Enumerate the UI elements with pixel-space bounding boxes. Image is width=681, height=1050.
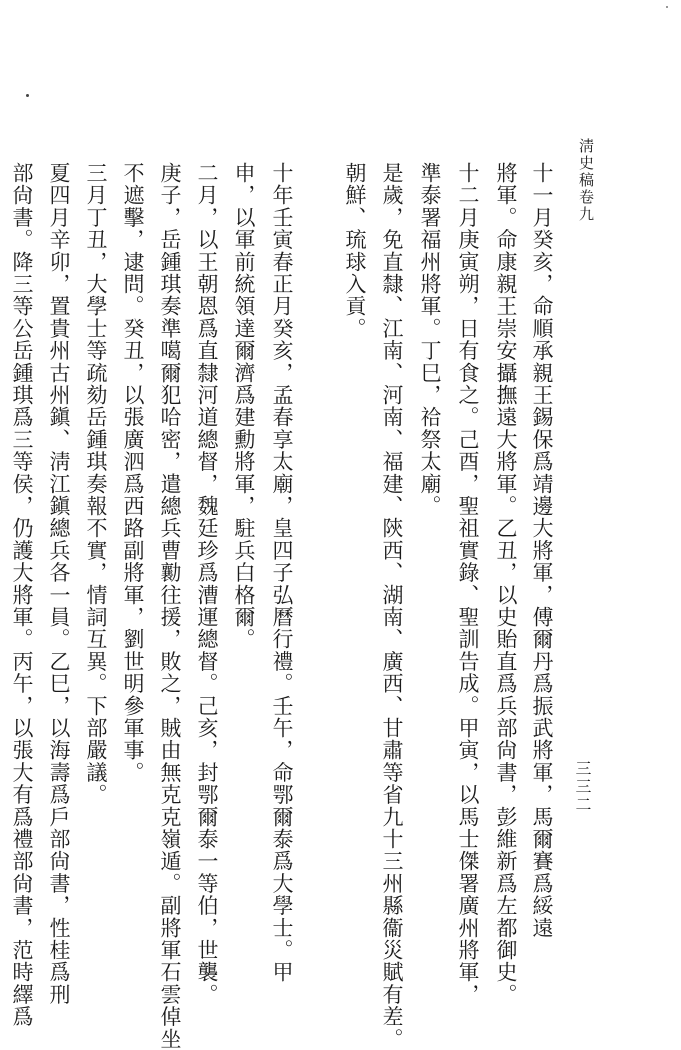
- text-column-5: 是歲，免直隸、江南、河南、福建、陝西、湖南、廣西、甘肅等省九十三州縣衞災賦有差。: [380, 162, 404, 1050]
- text-column-15: 部尙書。降三等公岳鍾琪爲三等侯，仍護大將軍。丙午，以張大有爲禮部尙書，范時繹爲: [10, 162, 34, 1028]
- page-number: 三三二: [573, 760, 592, 814]
- scan-mark: [666, 6, 668, 8]
- text-column-3: 十二月庚寅朔，日有食之。己酉，聖祖實錄、聖訓告成。甲寅，以馬士傑署廣州將軍，: [456, 162, 480, 1006]
- text-column-9: 申，以軍前統領達爾濟爲建勳將軍，駐兵白格爾。: [232, 162, 256, 651]
- text-column-2: 將軍。命康親王崇安攝撫遠大將軍。乙丑，以史貽直爲兵部尙書，彭維新爲左都御史。: [494, 162, 518, 1006]
- text-column-1: 十一月癸亥，命順承親王錫保爲靖邊大將軍，傅爾丹爲振武將軍，馬爾賽爲綏遠: [530, 162, 554, 939]
- text-column-12: 不遮擊，逮問。癸丑，以張廣泗爲西路副將軍，劉世明參軍事。: [121, 162, 145, 784]
- text-column-11: 庚子，岳鍾琪奏準噶爾犯哈密，遣總兵曹勷往援，敗之，賊由無克克嶺遁。副將軍石雲倬坐: [158, 162, 182, 1050]
- text-column-6: 朝鮮、琉球入貢。: [343, 162, 367, 340]
- running-header-title: 淸史稿卷九: [577, 138, 595, 223]
- text-column-10: 二月，以王朝恩爲直隸河道總督，魏廷珍爲漕運總督。己亥，封鄂爾泰一等伯，世襲。: [195, 162, 219, 1006]
- text-column-14: 夏四月辛卯，置貴州古州鎭、淸江鎭總兵各一員。乙巳，以海壽爲戶部尙書，性桂爲刑: [47, 162, 71, 1006]
- scan-mark: [26, 94, 29, 97]
- text-column-4: 準泰署福州將軍。丁巳，祫祭太廟。: [418, 162, 442, 518]
- text-column-8: 十年壬寅春正月癸亥，孟春享太廟，皇四子弘曆行禮。壬午，命鄂爾泰爲大學士。甲: [270, 162, 294, 984]
- text-column-13: 三月丁丑，大學士等疏劾岳鍾琪奏報不實，情詞互異。下部嚴議。: [84, 162, 108, 806]
